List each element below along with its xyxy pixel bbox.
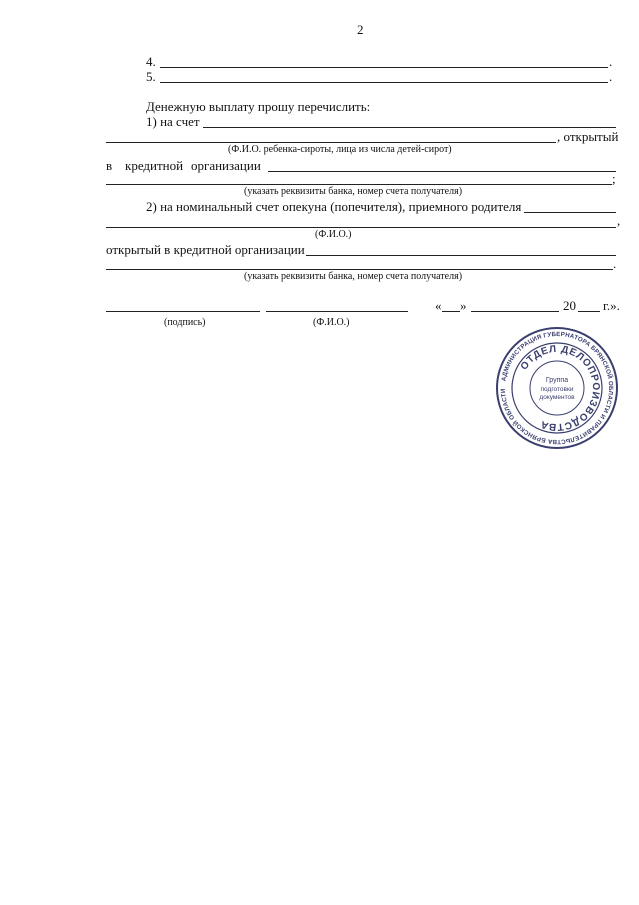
option1-fio-caption: (Ф.И.О. ребенка-сироты, лица из числа детей-сирот) [228, 144, 452, 155]
option2-label: 2) на номинальный счет опекуна (попечителя), приемного родителя [146, 199, 522, 214]
option1-org-word: организации [191, 158, 261, 173]
option2-comma: , [617, 213, 621, 228]
page-number: 2 [357, 22, 364, 37]
signature-caption: (подпись) [164, 317, 206, 328]
stamp-center-line2: подготовки [540, 386, 574, 393]
seal-stamp [496, 327, 618, 449]
option1-fio-line[interactable] [106, 142, 556, 143]
stamp-center-line1: Группа [545, 377, 569, 384]
date-month-line[interactable] [471, 311, 559, 312]
item-4-end: . [609, 54, 613, 69]
option1-account-line[interactable] [203, 127, 616, 128]
stamp-middle-text: ОТДЕЛ ДЕЛОПРОИЗВОДСТВА [518, 343, 602, 433]
option1-credit-word: кредитной [125, 158, 184, 173]
item-5-number: 5. [146, 69, 156, 84]
option1-bank-caption: (указать реквизиты банка, номер счета получателя) [244, 186, 463, 197]
date-quote-open: « [435, 298, 442, 313]
date-year-prefix: 20 [563, 298, 576, 313]
option1-bank-line[interactable] [106, 184, 612, 185]
item-4-number: 4. [146, 54, 156, 69]
date-year-suffix: г.». [603, 298, 620, 313]
option2-guardian-line-b[interactable] [106, 227, 616, 228]
option2-opened-in-org: открытый в кредитной организации [106, 242, 305, 257]
stamp-center-line3: документов [539, 394, 575, 401]
option1-opened: , открытый [557, 129, 619, 144]
signature-fio-caption: (Ф.И.О.) [313, 317, 350, 328]
item-5-line[interactable] [160, 82, 608, 83]
item-4-line[interactable] [160, 67, 608, 68]
option1-label: 1) на счет [146, 114, 200, 129]
option2-bank-line[interactable] [106, 269, 613, 270]
option1-in: в [106, 158, 113, 173]
option1-semicolon: ; [612, 171, 616, 186]
option2-bank-caption: (указать реквизиты банка, номер счета получателя) [244, 271, 463, 282]
signature-line[interactable] [106, 311, 260, 312]
option2-period: . [613, 256, 617, 271]
option1-org-line[interactable] [268, 171, 616, 172]
date-quote-close: » [460, 298, 467, 313]
payment-intro: Денежную выплату прошу перечислить: [146, 99, 371, 114]
date-day-line[interactable] [442, 311, 460, 312]
stamp-outer-text: АДМИНИСТРАЦИЯ ГУБЕРНАТОРА БРЯНСКОЙ ОБЛАСТИ И ПРАВИТЕЛЬСТВА БРЯНСКОЙ ОБЛАСТИ [499, 330, 615, 446]
option2-org-line[interactable] [306, 255, 616, 256]
signature-fio-line[interactable] [266, 311, 408, 312]
item-5-end: . [609, 69, 613, 84]
option2-guardian-line-a[interactable] [524, 212, 616, 213]
date-year-line[interactable] [578, 311, 600, 312]
option2-fio-caption: (Ф.И.О.) [315, 229, 352, 240]
